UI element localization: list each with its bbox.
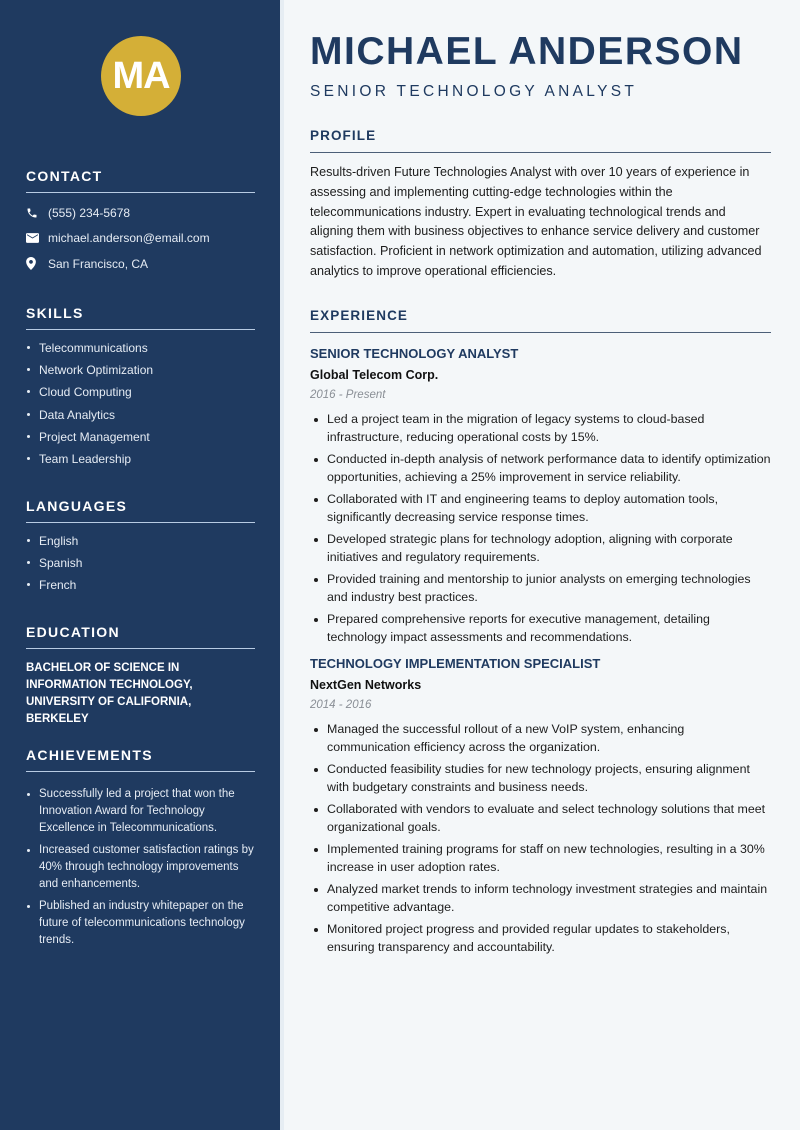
phone-text: (555) 234-5678 [48, 205, 131, 220]
job-title: TECHNOLOGY IMPLEMENTATION SPECIALIST [310, 656, 601, 671]
contact-heading: CONTACT [26, 168, 255, 193]
skill-item: Project Management [26, 429, 255, 451]
job-bullet: Collaborated with IT and engineering teams to deploy automation tools, significantly decreasing service response times. [310, 490, 771, 526]
job-dates: 2016 - Present [310, 389, 386, 401]
skill-item: Telecommunications [26, 340, 255, 362]
job-bullet: Managed the successful rollout of a new VoIP system, enhancing communication efficiency across the organization. [310, 720, 771, 756]
achievements-heading: ACHIEVEMENTS [26, 747, 255, 772]
sidebar [0, 0, 280, 1130]
sidebar-divider [280, 0, 284, 1130]
language-item: English [26, 533, 255, 555]
job-bullet: Collaborated with vendors to evaluate and select technology solutions that meet organizational goals. [310, 800, 771, 836]
skills-heading: SKILLS [26, 305, 255, 330]
job-bullet: Developed strategic plans for technology adoption, aligning with corporate initiatives and regulatory requirements. [310, 530, 771, 566]
experience-heading: EXPERIENCE [310, 308, 771, 333]
achievements-list [26, 786, 255, 949]
job-bullet: Led a project team in the migration of legacy systems to cloud-based infrastructure, reducing operational costs by 15%. [310, 410, 771, 446]
location-icon [26, 257, 48, 270]
languages-section [26, 498, 255, 600]
candidate-name: MICHAEL ANDERSON [310, 30, 744, 73]
contact-location [26, 251, 255, 277]
skill-item: Data Analytics [26, 407, 255, 429]
skills-list [26, 340, 255, 473]
avatar [101, 36, 181, 116]
skill-item: Cloud Computing [26, 384, 255, 406]
job-dates: 2014 - 2016 [310, 699, 372, 711]
job-bullet: Implemented training programs for staff on new technologies, resulting in a 30% increase in user adoption rates. [310, 840, 771, 876]
job-bullet: Provided training and mentorship to junior analysts on emerging technologies and industry best practices. [310, 570, 771, 606]
phone-icon [26, 207, 48, 219]
profile-summary: Results-driven Future Technologies Analyst with over 10 years of experience in assessing and implementing cutting-edge technologies within the telecommunications industry. Expert in evaluating technological trends and aligning them with business objectives to enhance service delivery and customer satisfaction. Proficient in network optimization and automation, utilizing advanced analytics to improve operational efficiencies. [310, 165, 762, 278]
profile-heading: PROFILE [310, 128, 771, 153]
skill-item: Team Leadership [26, 451, 255, 473]
job-entry [310, 656, 771, 956]
education-line: UNIVERSITY OF CALIFORNIA, BERKELEY [26, 696, 192, 725]
job-bullets [310, 720, 771, 956]
location-text: San Francisco, CA [48, 256, 149, 271]
job-bullets [310, 410, 771, 646]
contact-phone [26, 200, 255, 226]
education-line: INFORMATION TECHNOLOGY, [26, 679, 193, 691]
skills-section [26, 305, 255, 473]
job-company: Global Telecom Corp. [310, 368, 439, 382]
job-bullet: Conducted in-depth analysis of network performance data to identify optimization opportunities, achieving a 25% improvement in service reliability. [310, 450, 771, 486]
achievement-item: Increased customer satisfaction ratings by 40% through technology improvements and enhancements. [26, 842, 255, 893]
languages-list [26, 533, 255, 600]
achievement-item: Published an industry whitepaper on the future of telecommunications technology trends. [26, 898, 255, 949]
job-entry [310, 346, 771, 646]
achievement-item: Successfully led a project that won the Innovation Award for Technology Excellence in Telecommunications. [26, 786, 255, 837]
avatar-initials: MA [112, 54, 170, 97]
job-bullet: Conducted feasibility studies for new technology projects, ensuring alignment with budgetary constraints and business needs. [310, 760, 771, 796]
email-text[interactable]: michael.anderson@email.com [48, 231, 210, 246]
skill-item: Network Optimization [26, 362, 255, 384]
job-company: NextGen Networks [310, 678, 422, 692]
education-heading: EDUCATION [26, 624, 255, 649]
education-section [26, 624, 255, 728]
languages-heading: LANGUAGES [26, 498, 255, 523]
job-bullet: Prepared comprehensive reports for executive management, detailing technology impact assessments and recommendations. [310, 610, 771, 646]
education-degree [26, 660, 255, 728]
contact-email [26, 226, 255, 252]
contact-section [26, 168, 255, 277]
job-bullet: Monitored project progress and provided regular updates to stakeholders, ensuring transparency and accountability. [310, 920, 771, 956]
email-icon [26, 233, 48, 243]
candidate-title: SENIOR TECHNOLOGY ANALYST [310, 83, 638, 100]
language-item: Spanish [26, 555, 255, 577]
achievements-section [26, 747, 255, 954]
language-item: French [26, 577, 255, 599]
job-title: SENIOR TECHNOLOGY ANALYST [310, 346, 519, 361]
experience-section [310, 308, 771, 960]
education-line: BACHELOR OF SCIENCE IN [26, 662, 180, 674]
job-bullet: Analyzed market trends to inform technology investment strategies and maintain competitive advantage. [310, 880, 771, 916]
profile-section [310, 128, 771, 282]
